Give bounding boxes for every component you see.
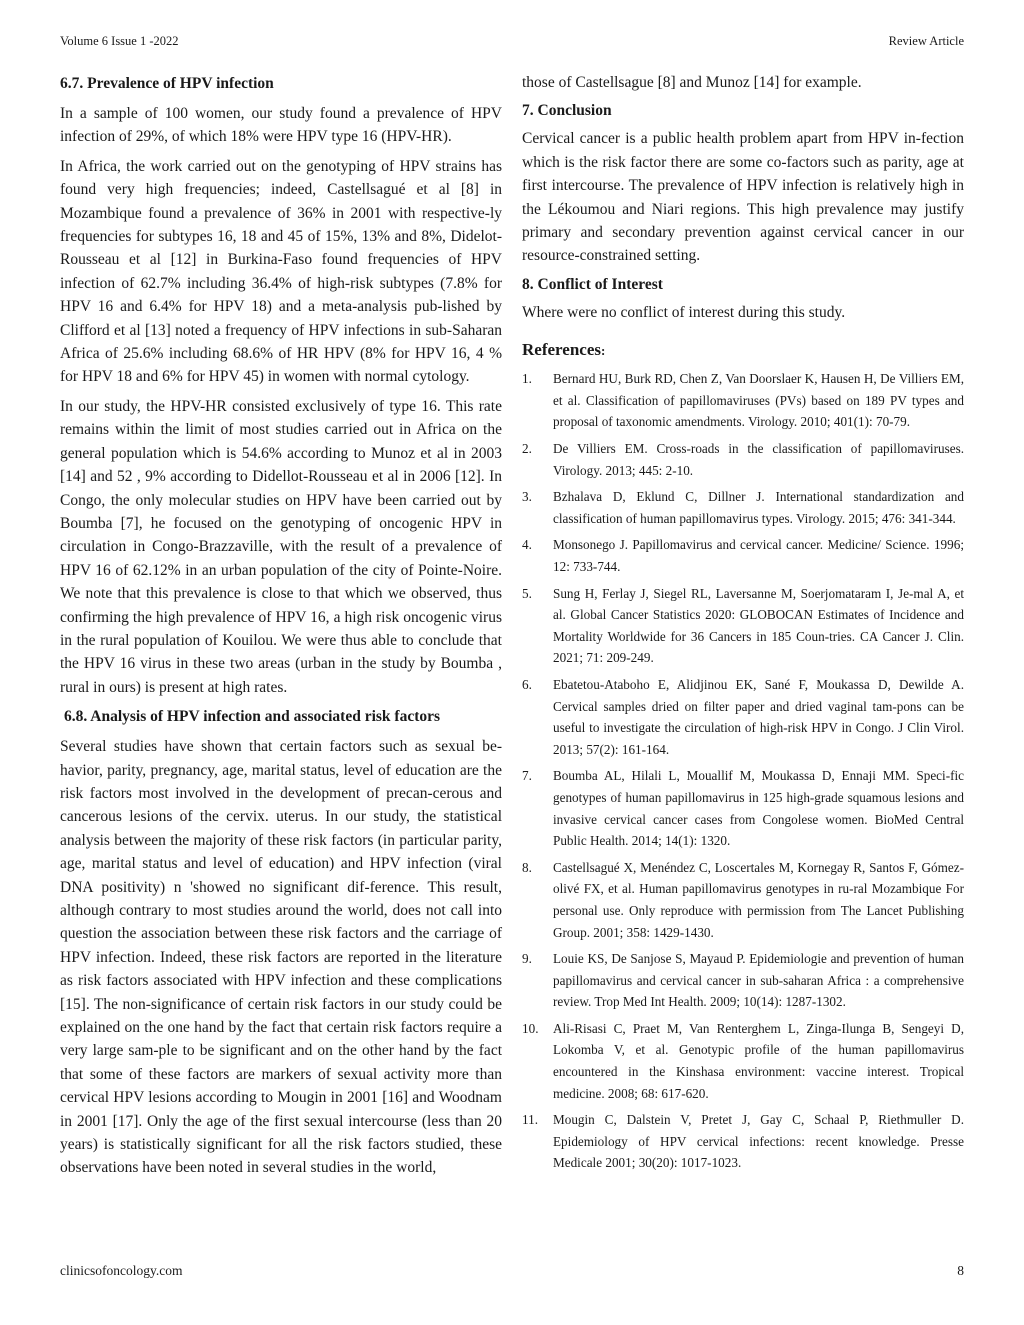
right-column — [522, 72, 964, 1179]
reference-number: 3. — [522, 489, 532, 505]
section-6-7-title: 6.7. Prevalence of HPV infection — [60, 75, 274, 92]
reference-text: De Villiers EM. Cross-roads in the classification of papillomaviruses. Virology. 2013; 445: 2-10. — [553, 441, 964, 478]
reference-text: Castellsagué X, Menéndez C, Loscertales M, Kornegay R, Santos F, Gómez-olivé FX, et al. Human papillomavirus genotypes in ru-ral Mozambique For personal use. Only reproduce with permission from The Lancet Publishing Group. 2001; 358: 1429-1430. — [553, 859, 964, 940]
reference-text: Boumba AL, Hilali L, Mouallif M, Moukassa D, Ennaji MM. Speci-fic genotypes of human papillomavirus in 125 high-grade squamous lesions and invasive cervical cancer cases from Congolese women. BioMed Central Public Health. 2014; 14(1): 1320. — [553, 768, 964, 849]
section-7-title: 7. Conclusion — [522, 102, 612, 120]
page-footer — [60, 1263, 964, 1281]
journal-volume: Volume 6 Issue 1 -2022 — [60, 34, 179, 48]
reference-item — [522, 1109, 964, 1174]
references-title-text: References — [522, 340, 601, 360]
reference-item — [522, 857, 964, 943]
paragraph: In Africa, the work carried out on the genotyping of HPV strains has found very high frequencies; indeed, Castellsagué et al [8] in Mozambique found a prevalence of 36% in 2001 with respective-ly frequencies for subtypes 16, 18 and 45 of 15%, 13% and 8%, Didelot-Rousseau et al [12] in Burkina-Faso found frequencies of HPV infection of 62.7% including 36.4% of high-risk subtypes (7.8% for HPV 16 and 6.4% for HPV 18) and a meta-analysis pub-lished by Clifford et al [13] noted a frequency of HPV infections in sub-Saharan Africa of 25.6% including 68.6% of HR HPV (8% for HPV 16, 4 % for HPV 18 and 6% for HPV 45) in women with normal cytology. — [60, 157, 502, 386]
reference-number: 7. — [522, 768, 532, 784]
reference-number: 5. — [522, 585, 532, 601]
reference-text: Sung H, Ferlay J, Siegel RL, Laversanne M, Soerjomataram I, Je-mal A, et al. Global Cancer Statistics 2020: GLOBOCAN Estimates of Incidence and Mortality Worldwide for 36 Cancers in 185 Coun-tries. CA Cancer J. Clin. 2021; 71: 209-249. — [553, 585, 964, 666]
left-column — [60, 72, 502, 1186]
reference-text: Ebatetou-Ataboho E, Alidjinou EK, Sané F, Moukassa D, Dewilde A. Cervical samples dried on filter paper and dried vaginal tam-pons can be useful to investigate the circulation of high-risk HPV in Congo. J Clin Virol. 2013; 57(2): 161-164. — [553, 676, 964, 757]
reference-item — [522, 1018, 964, 1104]
reference-text: Monsonego J. Papillomavirus and cervical cancer. Medicine/ Science. 1996; 12: 733-744. — [553, 537, 964, 574]
reference-number: 9. — [522, 951, 532, 967]
reference-text: Mougin C, Dalstein V, Pretet J, Gay C, Schaal P, Riethmuller D. Epidemiology of HPV cervical infections: recent knowledge. Presse Medicale 2001; 30(20): 1017-1023. — [553, 1112, 964, 1171]
reference-text: Ali-Risasi C, Praet M, Van Renterghem L, Zinga-Ilunga B, Sengeyi D, Lokomba V, et al. Genotypic profile of the human papillomavirus encountered in the Kinshasa environment: vaccine interest. Tropical medicine. 2008; 68: 617-620. — [553, 1020, 964, 1101]
reference-item — [522, 438, 964, 481]
reference-item — [522, 583, 964, 669]
reference-item — [522, 948, 964, 1013]
reference-number: 10. — [522, 1020, 539, 1036]
paragraph: those of Castellsague [8] and Munoz [14] for example. — [522, 74, 862, 91]
section-6-8-title: 6.8. Analysis of HPV infection and associated risk factors — [64, 708, 441, 726]
references-list — [522, 368, 964, 1174]
paragraph: Cervical cancer is a public health problem apart from HPV in-fection which is the risk factor there are some co-factors such as parity, age at first intercourse. The prevalence of HPV infection is relatively high in the Lékoumou and Niari regions. This high prevalence may justify primary and secondary prevention against cervical cancer in our resource-constrained setting. — [522, 130, 964, 265]
references-title — [522, 340, 964, 360]
reference-item — [522, 534, 964, 577]
reference-item — [522, 368, 964, 433]
reference-item — [522, 765, 964, 851]
reference-number: 6. — [522, 676, 532, 692]
journal-website: clinicsofoncology.com — [60, 1263, 183, 1278]
reference-text: Louie KS, De Sanjose S, Mayaud P. Epidemiologie and prevention of human papillomavirus and cervical cancer in sub-saharan Africa : a comprehensive review. Trop Med Int Health. 2009; 10(14): 1287-1302. — [553, 951, 964, 1010]
article-type: Review Article — [888, 34, 964, 48]
reference-number: 8. — [522, 859, 532, 875]
section-8-title: 8. Conflict of Interest — [522, 275, 663, 293]
reference-number: 11. — [522, 1112, 538, 1128]
page-header — [60, 34, 964, 52]
paragraph: In our study, the HPV-HR consisted exclusively of type 16. This rate remains within the limit of most studies carried out in Africa on the general population which is 54.6% according to Munoz et al in 2003 [14] and 52 , 9% according to Didellot-Rousseau et al in 2006 [12]. In Congo, the only molecular studies on HPV have been carried out by Boumba [7], he focused on the genotyping of oncogenic HPV in circulation in Congo-Brazzaville, with the result of a prevalence of HPV 16 of 62.12% in an urban population of the city of Pointe-Noire. We note that this prevalence is close to that which we observed, thus confirming the high prevalence of HPV 16, a high risk oncogenic virus in the rural population of Kouilou. We were thus able to conclude that the HPV 16 virus in these two areas (urban in the study by Boumba , rural in ours) is present at high rates. — [60, 397, 502, 696]
page-number: 8 — [957, 1263, 964, 1278]
reference-text: Bzhalava D, Eklund C, Dillner J. International standardization and classification of human papillomavirus types. Virology. 2015; 476: 341-344. — [553, 489, 964, 526]
reference-number: 1. — [522, 371, 532, 387]
reference-item — [522, 486, 964, 529]
reference-item — [522, 674, 964, 760]
reference-number: 4. — [522, 537, 532, 553]
paragraph: Several studies have shown that certain factors such as sexual be-havior, parity, pregnancy, age, marital status, level of education are the risk factors most involved in the development of precan-cerous and cancerous lesions of the cervix. uterus. In our study, the statistical analysis between the majority of these risk factors (in particular parity, age, marital status and level of education) and HPV infection (viral DNA positivity) n 'showed no significant dif-ference. This result, although contrary to most studies around the world, does not call into question the association between these risk factors and the carriage of HPV infection. Indeed, these risk factors are reported in the literature as risk factors associated with HPV infection and these complications [15]. The non-significance of certain risk factors in our study could be explained on the one hand by the fact that certain risk factors require a very large sam-ple to be significant and on the other hand by the fact that some of these factors are markers of sexual activity more than cervical HPV lesions according to Mougin in 2001 [16] and Woodnam in 2001 [17]. Only the age of the first sexual intercourse (less than 20 years) is statistically significant for all the risk factors studied, these observations have been noted in several studies in the world, — [60, 738, 502, 1177]
paragraph: Where were no conflict of interest during this study. — [522, 303, 846, 321]
reference-text: Bernard HU, Burk RD, Chen Z, Van Doorslaer K, Hausen H, De Villiers EM, et al. Classification of papillomaviruses (PVs) based on 189 PV types and proposal of taxonomic amendments. Virology. 2010; 401(1): 70-79. — [553, 371, 964, 430]
paragraph: In a sample of 100 women, our study found a prevalence of HPV infection of 29%, of which 18% were HPV type 16 (HPV-HR). — [60, 105, 502, 146]
references-title-colon: : — [600, 343, 606, 359]
reference-number: 2. — [522, 441, 532, 457]
